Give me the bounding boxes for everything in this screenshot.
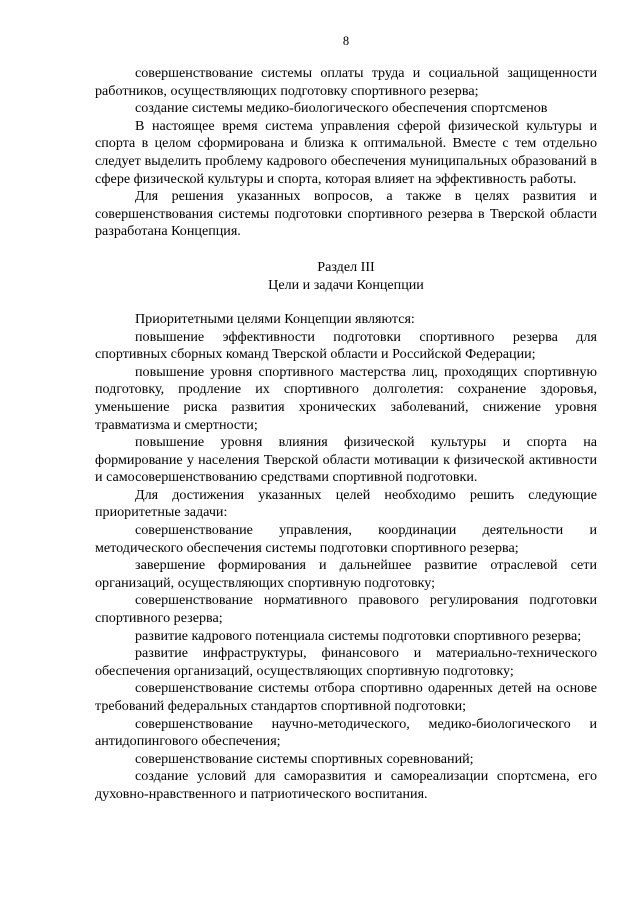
list-item: создание условий для саморазвития и самореализации спортсмена, его духовно-нравственного и патриотического воспитания. (95, 768, 597, 802)
list-item: повышение эффективности подготовки спортивного резерва для спортивных сборных команд Тверской области и Российской Федерации; (95, 328, 597, 363)
paragraph: совершенствование системы оплаты труда и социальной защищенности работников, осуществляющих подготовку спортивного резерва; (95, 65, 597, 99)
document-body (95, 65, 597, 804)
section-title: Цели и задачи Концепции (268, 276, 424, 293)
paragraph: Для решения указанных вопросов, а также в целях развития и совершенствования системы подготовки спортивного резерва в Тверской области разработана Концепция. (95, 188, 597, 240)
list-item: совершенствование управления, координации деятельности и методического обеспечения системы подготовки спортивного резерва; (95, 522, 597, 556)
page-number: 8 (342, 34, 350, 48)
section-label: Раздел III (317, 258, 375, 275)
list-item: совершенствование системы отбора спортивно одаренных детей на основе требований федеральных стандартов спортивной подготовки; (95, 680, 597, 714)
list-item: совершенствование научно-методического, медико-биологического и антидопингового обеспечения; (95, 715, 597, 750)
paragraph: Приоритетными целями Концепции являются: (135, 310, 415, 327)
list-item: развитие инфраструктуры, финансового и материально-технического обеспечения организаций, осуществляющих спортивную подготовку; (95, 645, 597, 679)
list-item: повышение уровня спортивного мастерства лиц, проходящих спортивную подготовку, продление их спортивного долголетия: сохранение здоровья, уменьшение риска развития хронических заболеваний, снижение уровня травматизма и смертности; (95, 363, 597, 433)
paragraph: создание системы медико-биологического обеспечения спортсменов (135, 100, 548, 117)
paragraph: Для достижения указанных целей необходимо решить следующие приоритетные задачи: (95, 486, 597, 521)
list-item: совершенствование системы спортивных соревнований; (135, 750, 474, 767)
list-item: повышение уровня влияния физической культуры и спорта на формирование у населения Тверской области мотивации к физической активности и самосовершенствованию средствами спортивной подготовки. (95, 434, 597, 486)
paragraph: В настоящее время система управления сферой физической культуры и спорта в целом сформирована и близка к оптимальной. Вместе с тем отдельно следует выделить проблему кадрового обеспечения муниципальных образований в сфере физической культуры и спорта, которая влияет на эффективность работы. (95, 117, 597, 187)
list-item: развитие кадрового потенциала системы подготовки спортивного резерва; (135, 627, 582, 644)
list-item: совершенствование нормативного правового регулирования подготовки спортивного резерва; (95, 592, 597, 627)
list-item: завершение формирования и дальнейшее развитие отраслевой сети организаций, осуществляющих спортивную подготовку; (95, 557, 597, 591)
